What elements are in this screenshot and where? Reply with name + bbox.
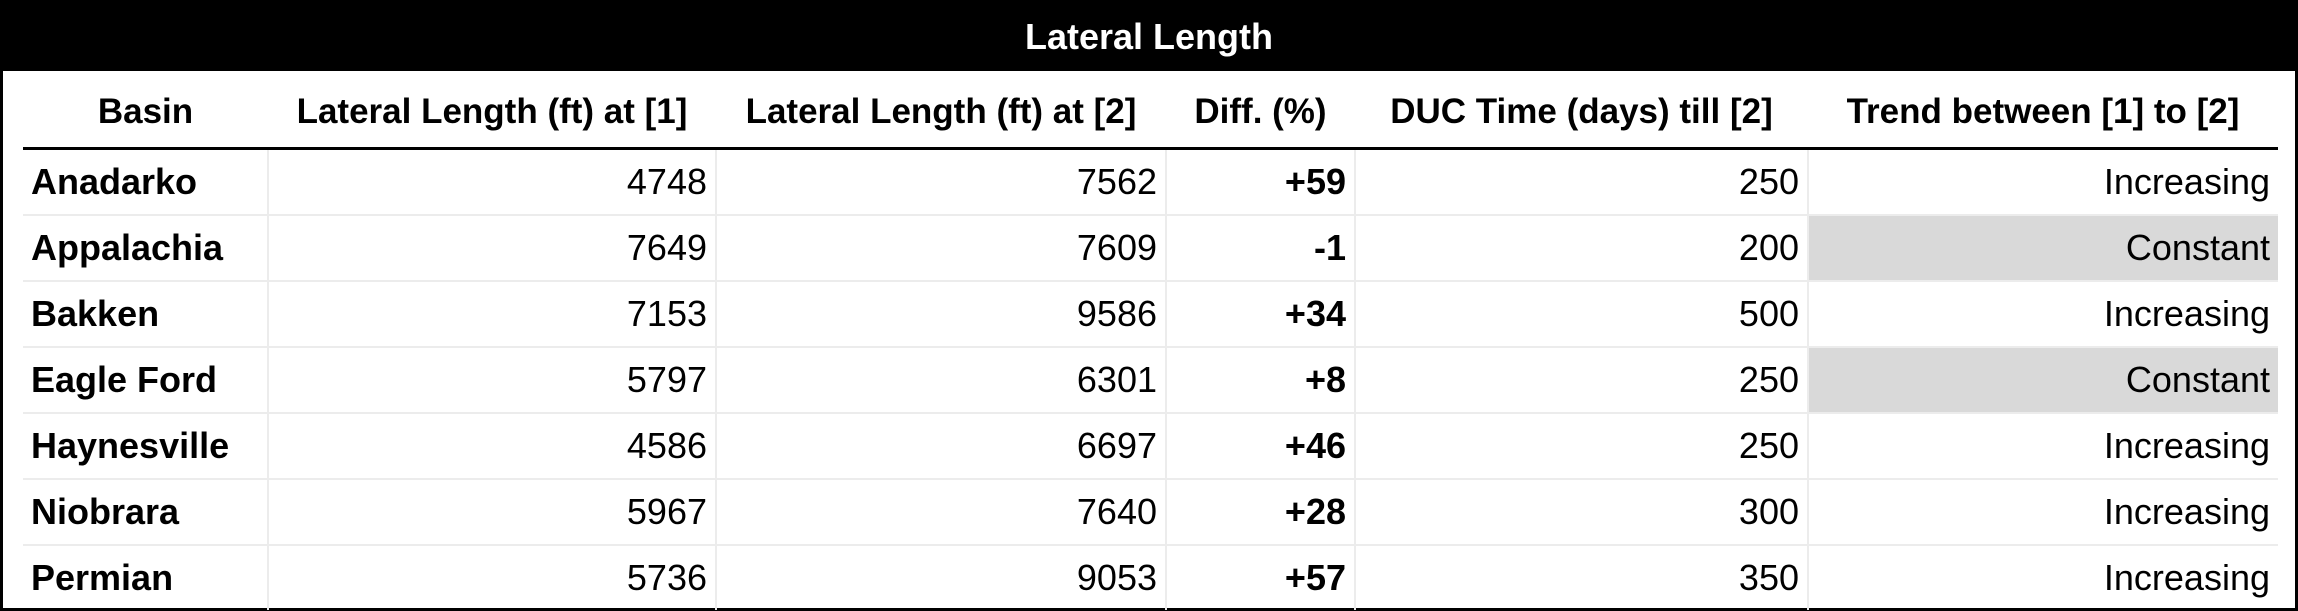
trend-cell: Increasing (1808, 149, 2278, 216)
length-1-cell: 5736 (268, 545, 716, 610)
basin-cell: Niobrara (23, 479, 268, 545)
basin-cell: Permian (31, 557, 174, 598)
trend-cell: Constant (1808, 347, 2278, 413)
length-1-cell: 5967 (268, 479, 716, 545)
table-row (23, 149, 2278, 216)
length-1-cell: 5797 (268, 347, 716, 413)
header-length-1: Lateral Length (ft) at [1] (268, 77, 716, 149)
diff-cell: -1 (1166, 215, 1355, 281)
basin-cell: Bakken (23, 281, 268, 347)
length-2-cell: 7562 (716, 149, 1166, 216)
diff-cell: +8 (1166, 347, 1355, 413)
basin-cell: Appalachia (23, 215, 268, 281)
duc-time-cell: 300 (1355, 479, 1808, 545)
trend-cell: Increasing (1808, 413, 2278, 479)
duc-time-cell: 500 (1355, 281, 1808, 347)
table-row (23, 347, 2278, 413)
diff-cell: +28 (1166, 479, 1355, 545)
header-duc-time: DUC Time (days) till [2] (1355, 77, 1808, 149)
lateral-length-table (23, 77, 2278, 610)
table-title: Lateral Length (3, 3, 2295, 71)
length-1-cell: 7649 (268, 215, 716, 281)
length-1-cell: 7153 (268, 281, 716, 347)
length-2-cell: 6301 (716, 347, 1166, 413)
trend-cell: Increasing (1808, 281, 2278, 347)
length-2-cell: 9586 (716, 281, 1166, 347)
duc-time-cell: 250 (1355, 149, 1808, 216)
basin-cell: Haynesville (23, 413, 268, 479)
duc-time-cell: 200 (1355, 215, 1808, 281)
length-1-cell: 4748 (268, 149, 716, 216)
length-1-cell: 4586 (268, 413, 716, 479)
trend-cell: Constant (1808, 215, 2278, 281)
diff-cell: +34 (1166, 281, 1355, 347)
trend-cell: Increasing (1808, 545, 2278, 610)
table-row (23, 545, 2278, 610)
header-diff: Diff. (%) (1166, 77, 1355, 149)
diff-cell: +57 (1166, 545, 1355, 610)
diff-cell: +46 (1166, 413, 1355, 479)
table-row (23, 281, 2278, 347)
diff-cell: +59 (1166, 149, 1355, 216)
length-2-cell: 9053 (716, 545, 1166, 610)
length-2-cell: 7609 (716, 215, 1166, 281)
table-row (23, 413, 2278, 479)
header-basin: Basin (23, 77, 268, 149)
table-row (23, 479, 2278, 545)
duc-time-cell: 350 (1355, 545, 1808, 610)
table-row (23, 215, 2278, 281)
duc-time-cell: 250 (1355, 347, 1808, 413)
header-row (23, 77, 2278, 149)
basin-cell: Eagle Ford (23, 347, 268, 413)
length-2-cell: 7640 (716, 479, 1166, 545)
header-length-2: Lateral Length (ft) at [2] (716, 77, 1166, 149)
trend-cell: Increasing (1808, 479, 2278, 545)
length-2-cell: 6697 (716, 413, 1166, 479)
duc-time-cell: 250 (1355, 413, 1808, 479)
basin-cell: Anadarko (23, 149, 268, 216)
header-trend: Trend between [1] to [2] (1808, 77, 2278, 149)
